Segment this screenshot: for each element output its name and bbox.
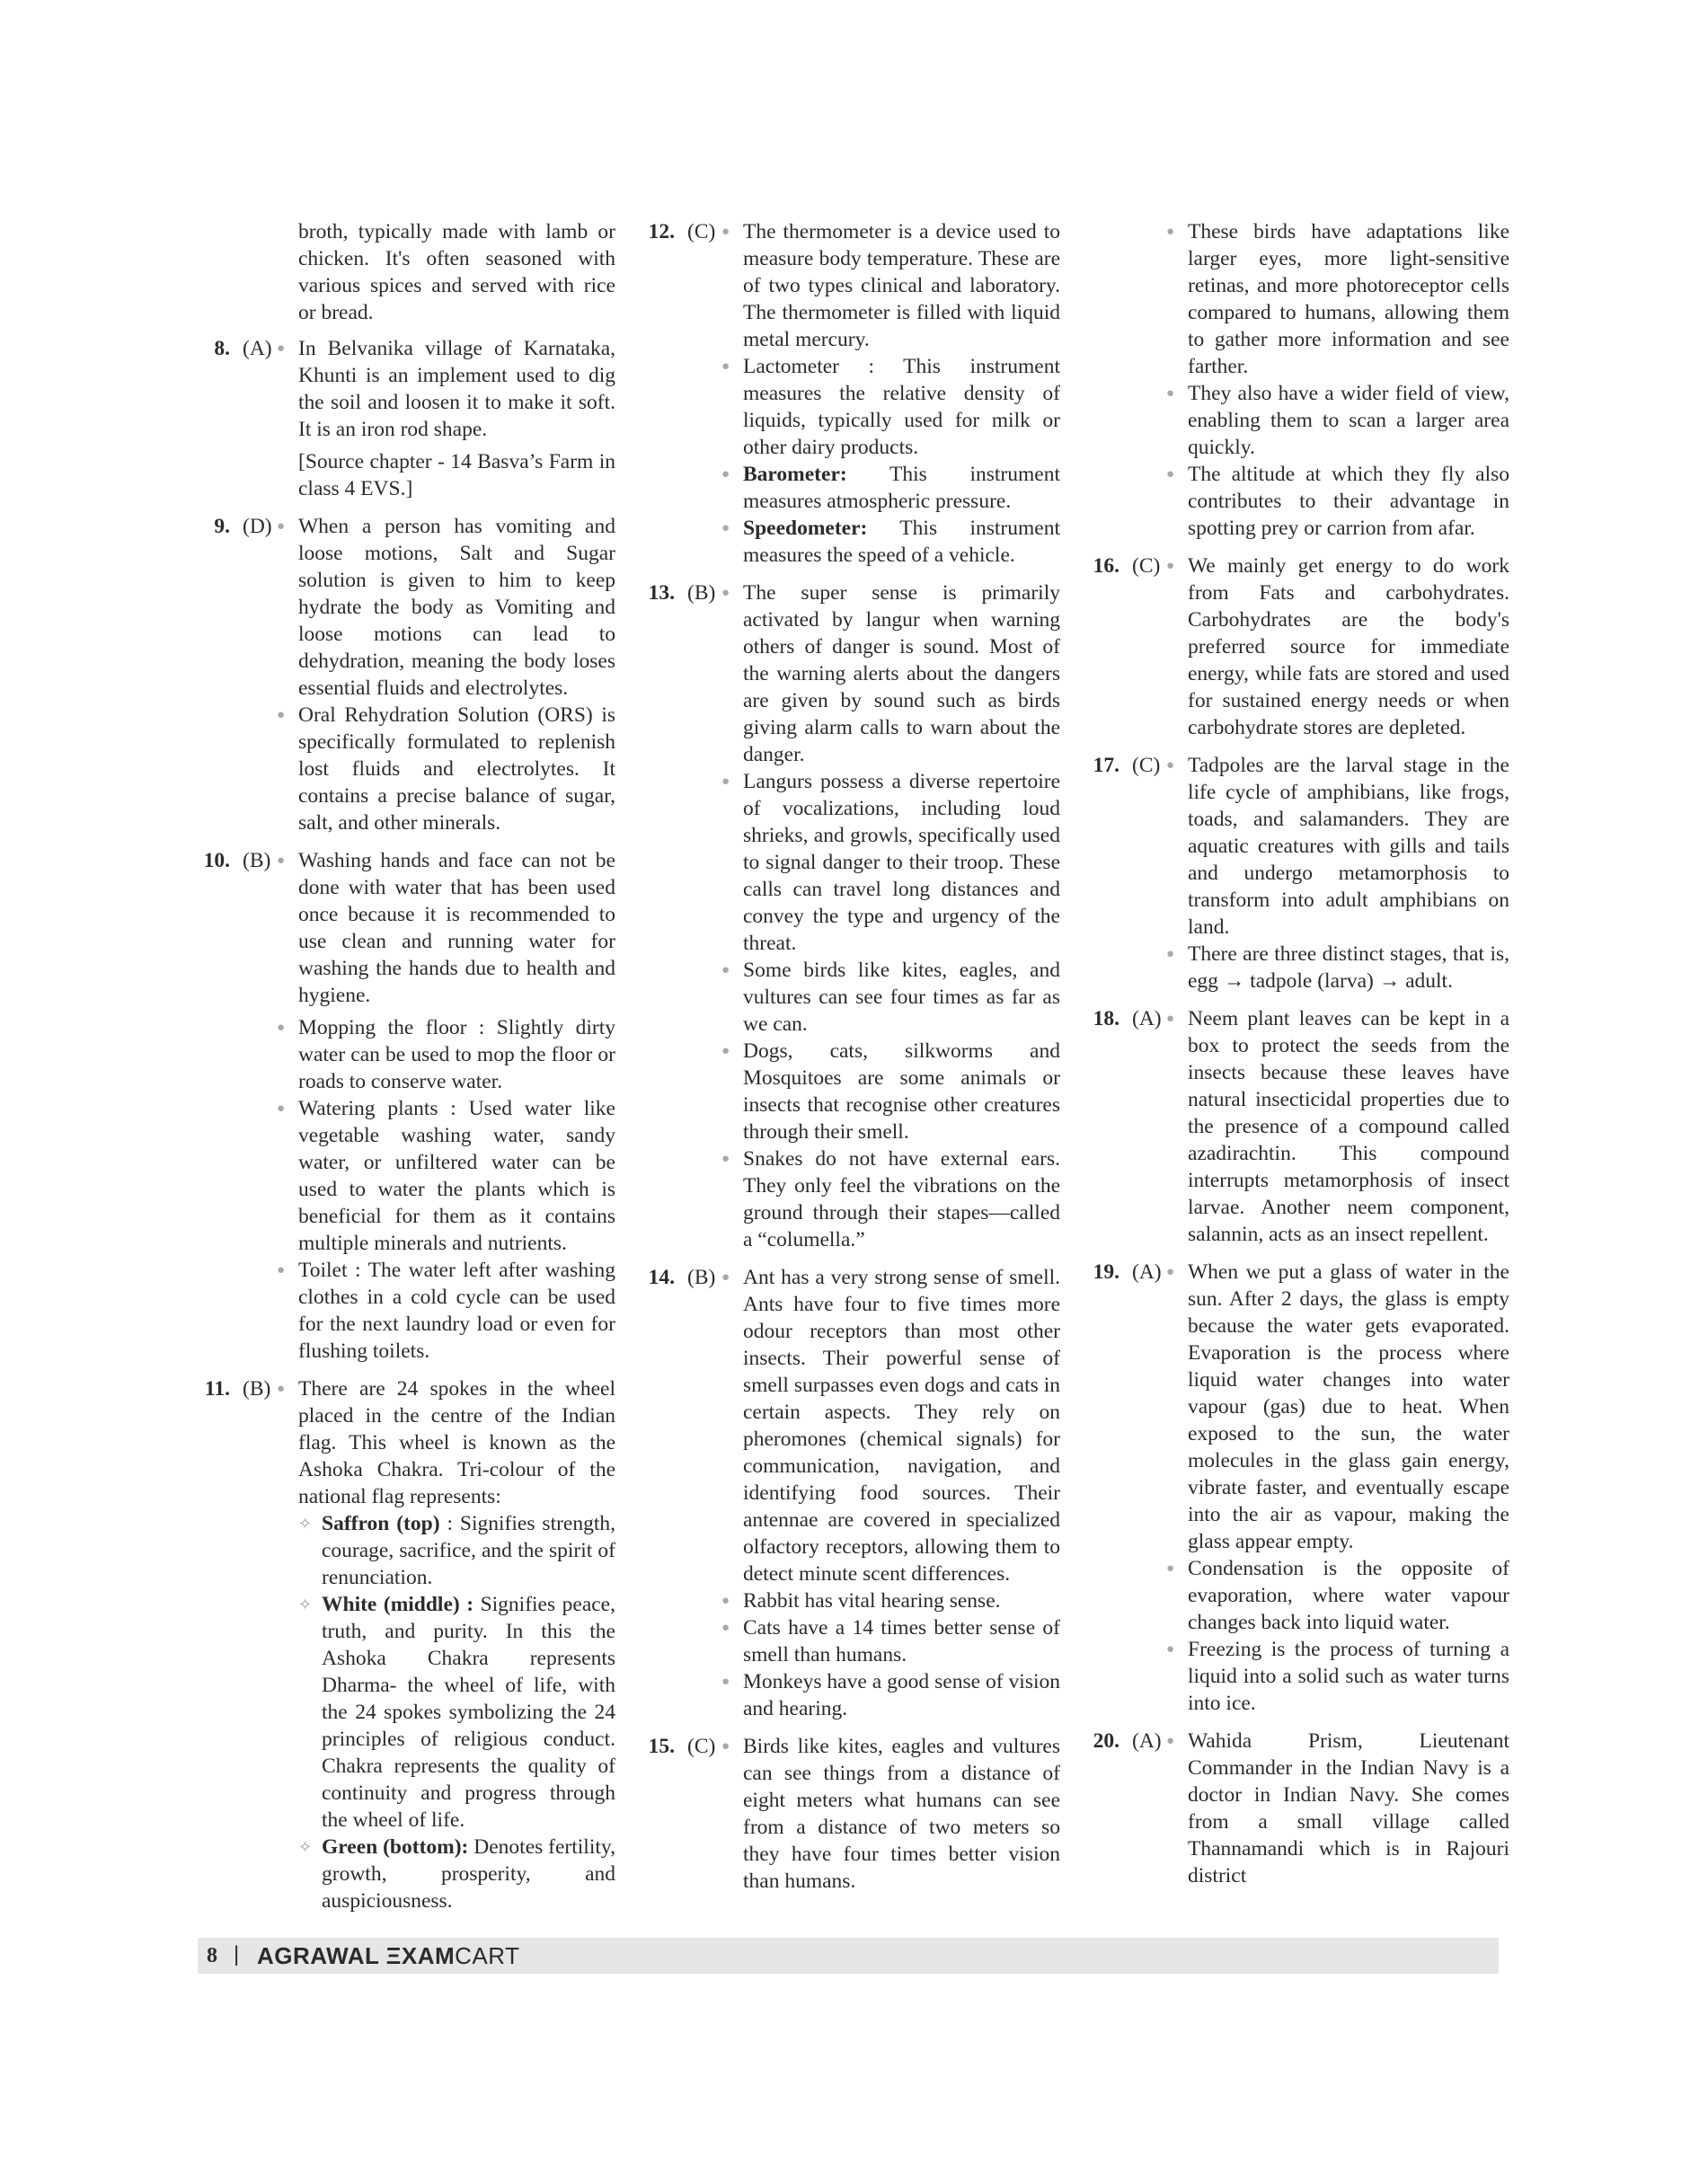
term-label: Speedometer: (743, 517, 868, 540)
answer-19 (1087, 1259, 1509, 1717)
term-text: This instrument measures the speed of a vehicle. (743, 517, 1060, 567)
answer-option: (A) (1132, 1007, 1162, 1030)
brand-part-2: ΞXAM (378, 1942, 456, 1969)
answer-option: (A) (1132, 1729, 1162, 1753)
answer-11 (198, 1375, 615, 1914)
answer-option: (D) (243, 515, 272, 538)
term-label: Barometer: (743, 463, 847, 486)
question-number: 16. (1093, 554, 1119, 578)
explanation-point: ● Freezing is the process of turning a liquid into a solid such as water turns into ice. (1188, 1636, 1509, 1717)
explanation-point: ● When we put a glass of water in the sun. After 2 days, the glass is empty because the water gets evaporated. Evaporation is the process where liquid water changes into water vapour (gas) due to heat. When exposed to the sun, the water molecules in the glass gain energy, vibrate faster, and eventually escape into the air as vapour, making the glass appear empty. (1188, 1259, 1509, 1555)
explanation-point: ● In Belvanika village of Karnataka, Khunti is an implement used to dig the soil and loosen it to make it soft. It is an iron rod shape. (298, 335, 615, 443)
answer-9 (198, 513, 615, 836)
question-number: 8. (214, 337, 230, 360)
explanation-point: ● The super sense is primarily activated by langur when warning others of danger is sound. Most of the warning alerts about the dangers are given by sound such as birds giving alarm calls to warn about the danger. (743, 579, 1060, 768)
answer-option: (C) (1132, 554, 1161, 578)
explanation-point: ● Oral Rehydration Solution (ORS) is specifically formulated to replenish lost fluids and electrolytes. It contains a precise balance of sugar, salt, and other minerals. (298, 702, 615, 836)
question-number: 12. (648, 220, 675, 243)
explanation-point: ● Wahida Prism, Lieutenant Commander in the Indian Navy is a doctor in Indian Navy. She comes from a small village called Thannamandi which is in Rajouri district (1188, 1728, 1509, 1889)
sub-label: Saffron (top) (322, 1512, 440, 1535)
sub-text: Denotes fertility, growth, prosperity, and auspiciousness. (322, 1835, 615, 1913)
question-number: 10. (203, 849, 230, 872)
sub-text: Signifies peace, truth, and purity. In this the Ashoka Chakra represents Dharma- the wheel of life, with the 24 spokes symbolizing the 24 principles of religious conduct. Chakra represents the quality of continuity and progress through the wheel of life. (322, 1593, 615, 1832)
question-number: 9. (214, 515, 230, 538)
sub-label: White (middle) : (322, 1593, 474, 1616)
explanation-point: ● Langurs possess a diverse repertoire of vocalizations, including loud shrieks, and growls, specifically used to signal danger to their troop. These calls can travel long distances and convey the type and urgency of the threat. (743, 768, 1060, 957)
answer-option: (C) (687, 1735, 716, 1758)
flag-colour-saffron (298, 1510, 615, 1591)
brand-logo (257, 1942, 519, 1969)
question-number: 18. (1093, 1007, 1119, 1030)
answer-18 (1087, 1005, 1509, 1248)
explanation-point: ● Dogs, cats, silkworms and Mosquitoes are some animals or insects that recognise other creatures through their smell. (743, 1038, 1060, 1145)
explanation-point: ● These birds have adaptations like larger eyes, more light-sensitive retinas, and more photoreceptor cells compared to humans, allowing them to gather more information and see farther. (1188, 218, 1509, 380)
question-number: 15. (648, 1735, 675, 1758)
answer-8 (198, 335, 615, 502)
explanation-point: ● The thermometer is a device used to measure body temperature. These are of two types clinical and laboratory. The thermometer is filled with liquid metal mercury. (743, 218, 1060, 353)
brand-part-3: CART (455, 1942, 520, 1969)
answer-13 (642, 579, 1060, 1253)
question-number: 17. (1093, 754, 1119, 777)
question-number: 13. (648, 581, 675, 605)
answer-20 (1087, 1728, 1509, 1889)
explanation-point: ● Monkeys have a good sense of vision and hearing. (743, 1668, 1060, 1722)
footer-separator: | (234, 1942, 240, 1967)
flag-colour-green (298, 1834, 615, 1914)
answer-15-continued (1087, 218, 1509, 542)
explanation-point: ● Tadpoles are the larval stage in the life cycle of amphibians, like frogs, toads, and salamanders. They are aquatic creatures with gills and tails and undergo metamorphosis to transform into adult amphibians on land. (1188, 752, 1509, 941)
sub-label: Green (bottom): (322, 1835, 469, 1859)
answer-option: (A) (1132, 1260, 1162, 1284)
column-1 (198, 218, 615, 1925)
explanation-point: ● Lactometer : This instrument measures the relative density of liquids, typically used for milk or other dairy products. (743, 353, 1060, 461)
question-number: 19. (1093, 1260, 1119, 1284)
explanation-point: ● Ant has a very strong sense of smell. Ants have four to five times more odour receptors than most other insects. Their powerful sense of smell surpasses even dogs and cats in certain aspects. They rely on pheromones (chemical signals) for communication, navigation, and identifying food sources. Their antennae are covered in specialized olfactory receptors, allowing them to detect minute scent differences. (743, 1264, 1060, 1587)
question-number: 11. (204, 1377, 230, 1401)
explanation-point: ● Washing hands and face can not be done with water that has been used once because it is recommended to use clean and running water for washing the hands due to health and hygiene. (298, 847, 615, 1009)
explanation-point: ● Mopping the floor : Slightly dirty water can be used to mop the floor or roads to conserve water. (298, 1014, 615, 1095)
carry-over-text: broth, typically made with lamb or chicken. It's often seasoned with various spices and served with rice or bread. (298, 220, 615, 324)
answer-option: (A) (243, 337, 272, 360)
sub-text: : Signifies strength, courage, sacrifice, and the spirit of renunciation. (322, 1512, 616, 1589)
explanation-point: ● Toilet : The water left after washing clothes in a cold cycle can be used for the next laundry load or even for flushing toilets. (298, 1257, 615, 1365)
explanation-point: ● When a person has vomiting and loose motions, Salt and Sugar solution is given to him to keep hydrate the body as Vomiting and loose motions can lead to dehydration, meaning the body loses essential fluids and electrolytes. (298, 513, 615, 702)
answer-option: (C) (1132, 754, 1161, 777)
answer-16 (1087, 553, 1509, 741)
column-3 (1087, 218, 1509, 1900)
explanation-point: ● They also have a wider field of view, enabling them to scan a larger area quickly. (1188, 380, 1509, 461)
term-text: This instrument measures atmospheric pressure. (743, 463, 1060, 513)
question-number: 14. (648, 1266, 675, 1289)
answer-17 (1087, 752, 1509, 995)
explanation-point: ● There are 24 spokes in the wheel placed in the centre of the Indian flag. This wheel is known as the Ashoka Chakra. Tri-colour of the national flag represents: (298, 1375, 615, 1510)
page-number: 8 (207, 1944, 217, 1967)
explanation-point: ● The altitude at which they fly also contributes to their advantage in spotting prey or carrion from afar. (1188, 461, 1509, 542)
explanation-point: ● Rabbit has vital hearing sense. (743, 1587, 1060, 1614)
explanation-point (743, 515, 1060, 569)
explanation-point: ● Watering plants : Used water like vegetable washing water, sandy water, or unfiltered water can be used to water the plants which is beneficial for them as it contains multiple minerals and nutrients. (298, 1095, 615, 1257)
explanation-point: ● Birds like kites, eagles and vultures can see things from a distance of eight meters what humans can see from a distance of two meters so they have four times better vision than humans. (743, 1733, 1060, 1895)
answer-option: (B) (687, 1266, 716, 1289)
question-number: 20. (1093, 1729, 1119, 1753)
explanation-point: ● Cats have a 14 times better sense of smell than humans. (743, 1614, 1060, 1668)
answer-10 (198, 847, 615, 1365)
answer-option: (B) (687, 581, 716, 605)
answer-option: (B) (243, 1377, 271, 1401)
explanation-point: ● Some birds like kites, eagles, and vultures can see four times as far as we can. (743, 957, 1060, 1038)
answer-15 (642, 1733, 1060, 1895)
explanation-point (743, 461, 1060, 515)
explanation-point: ● Condensation is the opposite of evaporation, where water vapour changes back into liquid water. (1188, 1555, 1509, 1636)
brand-part-1: AGRAWAL (257, 1942, 379, 1969)
answer-14 (642, 1264, 1060, 1722)
explanation-point: ● Snakes do not have external ears. They only feel the vibrations on the ground through their stapes—called a “columella.” (743, 1145, 1060, 1253)
explanation-point: ● Neem plant leaves can be kept in a box to protect the seeds from the insects because these leaves have natural insecticidal properties due to the presence of a compound called azadirachtin. This compound interrupts metamorphosis of insect larvae. Another neem component, salannin, acts as an insect repellent. (1188, 1005, 1509, 1248)
page-footer (198, 1938, 1499, 1974)
explanation-point: ● There are three distinct stages, that is, egg → tadpole (larva) → adult. (1188, 941, 1509, 995)
source-note: [Source chapter - 14 Basva’s Farm in class 4 EVS.] (298, 450, 615, 500)
explanation-point: ● We mainly get energy to do work from Fats and carbohydrates. Carbohydrates are the body's preferred source for immediate energy, while fats are stored and used for sustained energy needs or when carbohydrate stores are depleted. (1188, 553, 1509, 741)
column-2 (642, 218, 1060, 1905)
answer-option: (C) (687, 220, 716, 243)
flag-colour-white (298, 1591, 615, 1834)
answer-option: (B) (243, 849, 271, 872)
answer-12 (642, 218, 1060, 569)
